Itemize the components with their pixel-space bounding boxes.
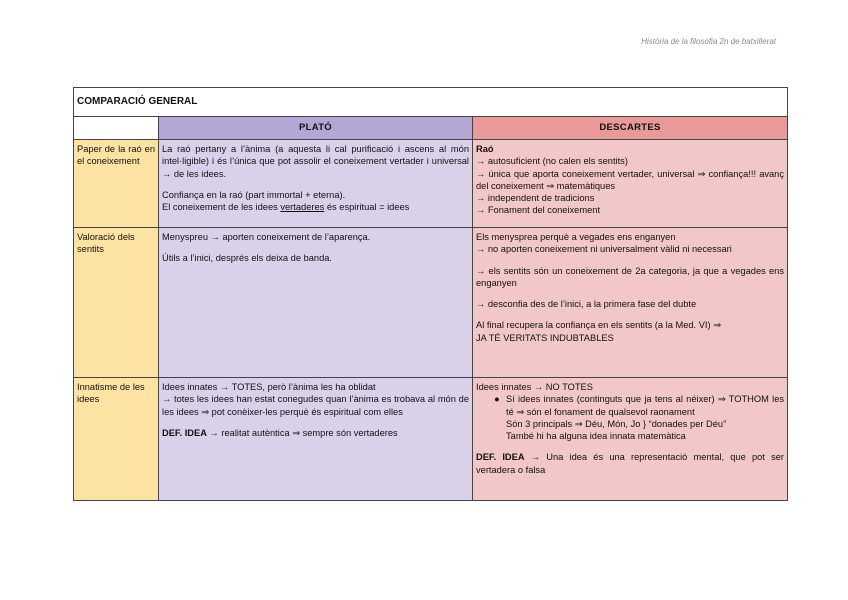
table-row <box>74 378 788 501</box>
cell-text: Els menyspreа perquè a vegades ens enganyen <box>476 232 676 242</box>
cell-text: Útils a l’inici, després els deixa de banda. <box>162 253 333 264</box>
cell-text <box>162 201 469 213</box>
descartes-cell <box>473 140 788 228</box>
cell-text: → independent de tradicions <box>476 193 595 204</box>
list-item-text: Sí idees innates (continguts que ja tens al néixer) ⇒ TOTHOM les té ⇒ són el fonament de qualsevol raonament <box>506 394 785 417</box>
running-head: Història de la filosofia 2n de batxillerat <box>641 37 776 46</box>
row-label: Innatisme de les idees <box>74 378 159 501</box>
definition <box>476 451 784 476</box>
cell-text: JA TÉ VERITATS INDUBTABLES <box>476 332 614 343</box>
cell-heading: Raó <box>476 144 494 154</box>
column-header-descartes: DESCARTES <box>473 117 788 140</box>
plato-cell <box>159 140 473 228</box>
cell-text: → els sentits són un coneixement de 2a categoria, ja que a vegades ens enganyen <box>476 265 785 288</box>
cell-text: Menyspreu → aporten coneixement de l’aparença. <box>162 232 371 242</box>
cell-text: Confiança en la raó (part immortal + eterna). <box>162 189 346 200</box>
definition-label: DEF. IDEA <box>162 427 207 438</box>
definition-text: → Una idea és una representació mental, que pot ser vertadera o falsa <box>476 452 784 475</box>
row-label: Valoració dels sentits <box>74 228 159 378</box>
bullet-list <box>476 393 784 418</box>
cell-text: → totes les idees han estat conegudes quan l’ànima es trobava al món de les idees ⇒ pot conèixer-les perquè és espiritual com elles <box>162 394 469 417</box>
cell-text: La raó pertany a l’ànima (a aquesta li cal purificació i ascens al món intel·ligible) i és l’única que pot assolir el coneixement vertader i universal → de les idees. <box>162 144 469 179</box>
bullet-icon: ● <box>494 394 500 405</box>
list-item <box>494 393 785 418</box>
definition <box>162 427 469 439</box>
table-title: COMPARACIÓ GENERAL <box>74 88 788 117</box>
table-row <box>74 228 788 378</box>
underlined-word: vertaderes <box>280 202 325 213</box>
plato-cell <box>159 378 473 501</box>
definition-text: → realitat autèntica ⇒ sempre són vertaderes <box>206 427 398 438</box>
header-blank-cell <box>74 117 159 140</box>
cell-text: També hi ha alguna idea innata matemàtica <box>506 431 686 442</box>
cell-text-part: El coneixement de les idees <box>162 202 281 213</box>
table-row <box>74 140 788 228</box>
cell-text: Són 3 principals ⇒ Déu, Món, Jo } “donades per Déu” <box>506 418 727 429</box>
cell-text: Idees innates → NO TOTES <box>476 382 593 392</box>
cell-text: → autosuficient (no calen els sentits) <box>476 156 628 167</box>
column-header-plato: PLATÓ <box>159 117 473 140</box>
comparison-table <box>73 87 788 501</box>
cell-text: Idees innates → TOTES, però l’ànima les ha oblidat <box>162 382 376 392</box>
definition-label: DEF. IDEA <box>476 452 525 463</box>
plato-cell <box>159 228 473 378</box>
descartes-cell <box>473 228 788 378</box>
descartes-cell <box>473 378 788 501</box>
row-label: Paper de la raó en el coneixement <box>74 140 159 228</box>
cell-text-part: és espiritual = idees <box>324 202 410 213</box>
cell-text: → única que aporta coneixement vertader, universal ⇒ confiança!!! avanç del coneixement ⇒ matemàtiques <box>476 168 785 191</box>
cell-text: → Fonament del coneixement <box>476 205 601 216</box>
cell-text: Al final recupera la confiança en els sentits (a la Med. VI) ⇒ <box>476 320 721 331</box>
cell-text: → no aporten coneixement ni universalment vàlid ni necessari <box>476 244 732 255</box>
cell-text: → desconfia des de l’inici, a la primera fase del dubte <box>476 299 697 310</box>
